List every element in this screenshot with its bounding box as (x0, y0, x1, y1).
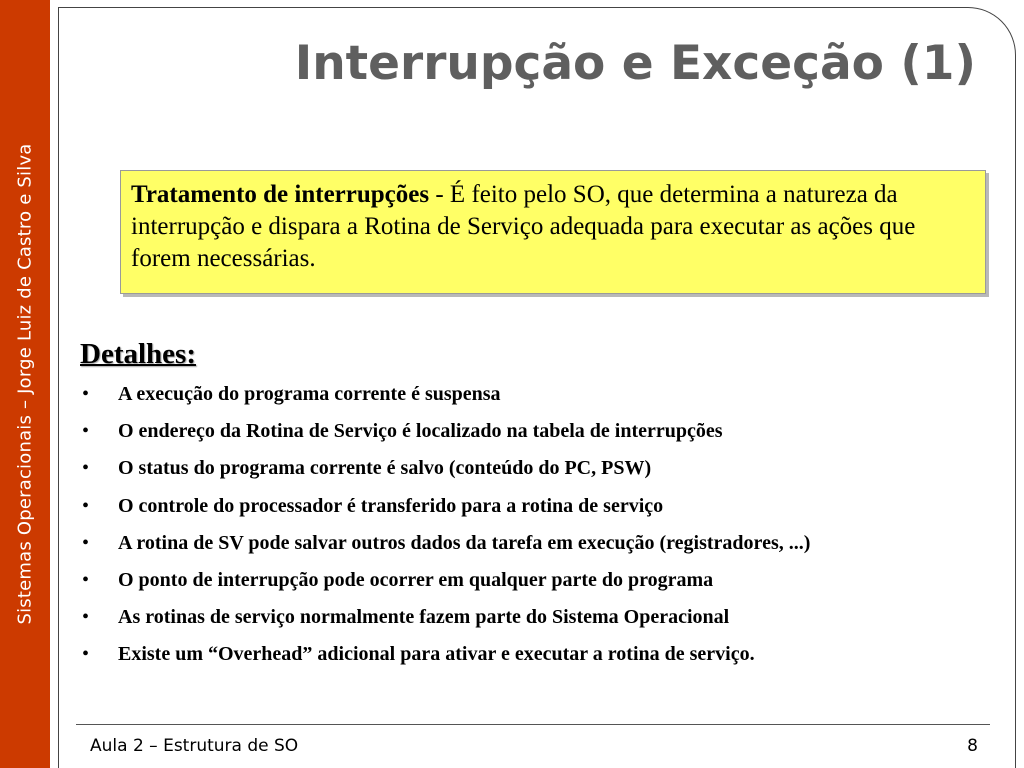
list-item-text: Existe um “Overhead” adicional para ativar e executar a rotina de serviço. (118, 643, 755, 666)
bullet-icon: • (82, 606, 90, 629)
list-item-text: A execução do programa corrente é suspensa (118, 383, 501, 405)
list-item-text: O status do programa corrente é salvo (conteúdo do PC, PSW) (118, 457, 652, 480)
footer-divider (76, 724, 990, 725)
list-item-text: As rotinas de serviço normalmente fazem parte do Sistema Operacional (118, 606, 730, 629)
page-number: 8 (967, 736, 978, 756)
list-item-text: O controle do processador é transferido para a rotina de serviço (118, 494, 664, 517)
bullet-icon: • (82, 643, 90, 666)
footer-lesson-title: Aula 2 – Estrutura de SO (90, 736, 299, 756)
bullet-icon: • (82, 457, 90, 480)
list-item-text: O ponto de interrupção pode ocorrer em qualquer parte do programa (118, 568, 714, 591)
list-item-text: A rotina de SV pode salvar outros dados da tarefa em execução (registradores, ...) (118, 531, 811, 554)
bullet-icon: • (82, 383, 90, 405)
callout-term: Tratamento de interrupções (131, 181, 430, 208)
callout-text: - É feito pelo SO, que determina a natureza da interrupção e dispara a Rotina de Serviço adequada para executar as ações que forem necessárias. (131, 181, 916, 272)
sidebar-author-text: Sistemas Operacionais – Jorge Luiz de Castro e Silva (14, 143, 36, 625)
details-heading: Detalhes: (80, 338, 196, 370)
slide-title: Interrupção e Exceção (1) (294, 36, 976, 91)
bullet-icon: • (82, 568, 90, 591)
bullet-icon: • (82, 494, 90, 517)
definition-callout (120, 170, 986, 294)
bullet-icon: • (82, 420, 90, 443)
bullet-icon: • (82, 531, 90, 554)
sidebar (0, 0, 50, 768)
list-item-text: O endereço da Rotina de Serviço é localizado na tabela de interrupções (118, 420, 723, 443)
